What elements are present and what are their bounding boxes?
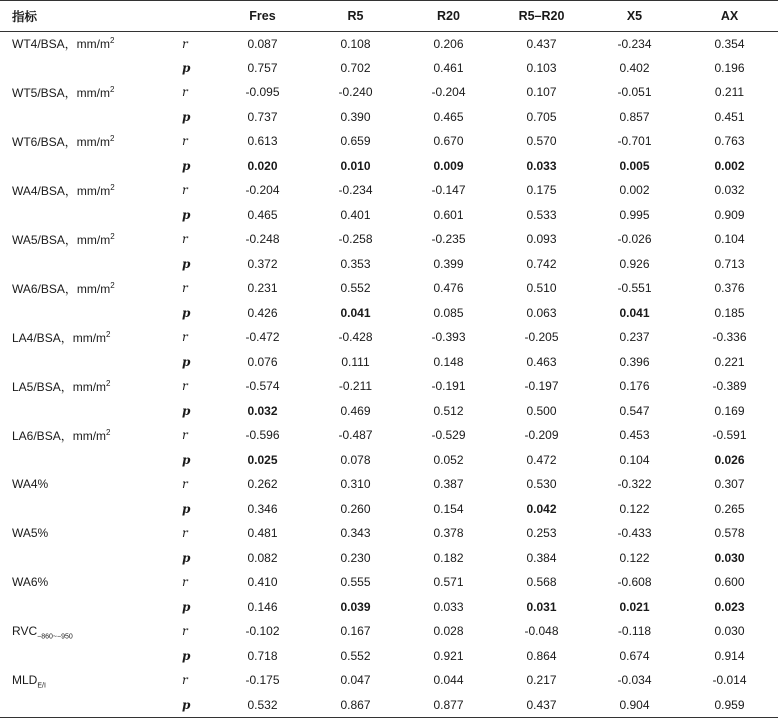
r-value-cell: 0.167: [340, 624, 371, 639]
p-value-cell: 0.674: [619, 648, 650, 663]
r-value-cell: -0.204: [245, 183, 280, 198]
stat-label-r: r: [182, 134, 188, 149]
p-value-cell: 0.451: [714, 109, 745, 124]
indicator-label-text: WA4/BSA，mm/m: [12, 183, 111, 198]
header-row: [0, 1, 778, 31]
indicator-label-empty: [0, 154, 172, 179]
table-row-p: [0, 154, 778, 179]
r-value-cell: 0.437: [526, 36, 557, 51]
table-row-r: [0, 31, 778, 56]
indicator-label: [0, 178, 172, 203]
p-value-cell-significant: 0.041: [340, 305, 371, 320]
p-value-cell-significant: 0.025: [247, 452, 278, 467]
p-value-cell: 0.169: [714, 403, 745, 418]
indicator-label-text: WT5/BSA，mm/m: [12, 85, 110, 100]
r-value-cell: -0.472: [245, 330, 280, 345]
header-col-fres: Fres: [249, 8, 276, 23]
r-value-cell: -0.147: [431, 183, 466, 198]
p-value-cell: 0.390: [340, 109, 371, 124]
table-row-r: [0, 423, 778, 448]
p-value-cell-significant: 0.031: [526, 599, 557, 614]
indicator-label-empty: [0, 105, 172, 130]
p-value-cell: 0.182: [433, 550, 464, 565]
stat-label-p: p: [182, 60, 191, 75]
p-value-cell: 0.111: [341, 354, 370, 369]
table-row-p: [0, 497, 778, 522]
r-value-cell: 0.044: [433, 673, 464, 688]
p-value-cell: 0.864: [526, 648, 557, 663]
r-value-cell: -0.258: [338, 232, 373, 247]
p-value-cell: 0.082: [247, 550, 278, 565]
r-value-cell: 0.030: [714, 624, 745, 639]
r-value-cell: -0.026: [617, 232, 652, 247]
table-row-p: [0, 105, 778, 130]
r-value-cell: -0.095: [245, 85, 280, 100]
indicator-label-sup: 2: [110, 280, 115, 290]
r-value-cell: -0.234: [338, 183, 373, 198]
r-value-cell: -0.197: [524, 379, 559, 394]
indicator-label-text: LA6/BSA，mm/m: [12, 428, 107, 443]
r-value-cell: 0.376: [714, 281, 745, 296]
r-value-cell: 0.206: [433, 36, 464, 51]
indicator-label-empty: [0, 56, 172, 81]
p-value-cell: 0.472: [526, 452, 557, 467]
indicator-label: [0, 521, 172, 546]
header-col-r5: R5: [347, 8, 364, 23]
table-header: [0, 1, 778, 31]
p-value-cell: 0.547: [619, 403, 650, 418]
indicator-label: [0, 570, 172, 595]
indicator-label: [0, 227, 172, 252]
p-value-cell-significant: 0.033: [526, 158, 557, 173]
r-value-cell: 0.211: [714, 85, 745, 100]
indicator-label-text: WA4%: [12, 477, 49, 492]
stat-label-r: r: [182, 379, 188, 394]
indicator-label: [0, 276, 172, 301]
p-value-cell: 0.372: [247, 256, 278, 271]
stat-label-r: r: [182, 673, 188, 688]
stat-label-r: r: [182, 232, 188, 247]
r-value-cell: -0.234: [617, 36, 652, 51]
p-value-cell-significant: 0.002: [714, 158, 745, 173]
indicator-label: [0, 668, 172, 693]
table-row-r: [0, 668, 778, 693]
p-value-cell: 0.078: [340, 452, 371, 467]
indicator-label-sup: 2: [110, 84, 115, 94]
stat-label-r: r: [182, 428, 188, 443]
p-value-cell-significant: 0.039: [340, 599, 371, 614]
indicator-label-sup: 2: [106, 378, 111, 388]
p-value-cell: 0.085: [433, 305, 464, 320]
r-value-cell: 0.670: [433, 134, 464, 149]
indicator-label-empty: [0, 644, 172, 669]
p-value-cell: 0.742: [526, 256, 557, 271]
indicator-label-sub: −860~−950: [37, 633, 73, 641]
header-indicator: 指标: [12, 9, 38, 24]
r-value-cell: 0.481: [247, 526, 278, 541]
stat-label-r: r: [182, 183, 188, 198]
p-value-cell-significant: 0.030: [714, 550, 745, 565]
indicator-label-empty: [0, 546, 172, 571]
p-value-cell: 0.154: [433, 501, 464, 516]
header-col-ax: AX: [720, 8, 739, 23]
indicator-label-text: LA5/BSA，mm/m: [12, 379, 107, 394]
p-value-cell: 0.532: [247, 697, 278, 712]
table-body: [0, 31, 778, 717]
stat-label-p: p: [182, 354, 191, 369]
table-row-r: [0, 374, 778, 399]
indicator-label: [0, 31, 172, 56]
table-row-p: [0, 350, 778, 375]
table-row-r: [0, 619, 778, 644]
r-value-cell: 0.237: [619, 330, 650, 345]
p-value-cell: 0.260: [340, 501, 371, 516]
p-value-cell: 0.104: [619, 452, 650, 467]
p-value-cell: 0.033: [433, 599, 464, 614]
p-value-cell: 0.230: [340, 550, 371, 565]
r-value-cell: 0.410: [247, 575, 278, 590]
r-value-cell: -0.205: [524, 330, 559, 345]
r-value-cell: -0.204: [431, 85, 466, 100]
table-row-r: [0, 80, 778, 105]
r-value-cell: 0.600: [714, 575, 745, 590]
header-col-r5-r20: R5–R20: [518, 8, 565, 23]
stat-label-p: p: [182, 207, 191, 222]
p-value-cell-significant: 0.026: [714, 452, 745, 467]
header-col-r20: R20: [437, 8, 460, 23]
p-value-cell: 0.705: [526, 109, 557, 124]
r-value-cell: 0.763: [714, 134, 745, 149]
table-row-p: [0, 301, 778, 326]
indicator-label-empty: [0, 203, 172, 228]
table-row-p: [0, 595, 778, 620]
r-value-cell: -0.175: [245, 673, 280, 688]
indicator-label-empty: [0, 301, 172, 326]
r-value-cell: -0.102: [245, 624, 280, 639]
p-value-cell: 0.148: [433, 354, 464, 369]
p-value-cell: 0.265: [714, 501, 745, 516]
r-value-cell: 0.378: [433, 526, 464, 541]
header-col-x5: X5: [626, 8, 643, 23]
table-row-r: [0, 276, 778, 301]
stat-label-p: p: [182, 452, 191, 467]
r-value-cell: -0.014: [712, 673, 747, 688]
table-row-r: [0, 570, 778, 595]
stat-label-r: r: [182, 330, 188, 345]
r-value-cell: 0.047: [340, 673, 371, 688]
p-value-cell: 0.601: [433, 207, 464, 222]
r-value-cell: 0.387: [433, 477, 464, 492]
table-row-r: [0, 472, 778, 497]
r-value-cell: -0.433: [617, 526, 652, 541]
stat-label-p: p: [182, 305, 191, 320]
p-value-cell: 0.465: [247, 207, 278, 222]
stat-label-p: p: [182, 158, 191, 173]
stat-label-p: p: [182, 599, 191, 614]
p-value-cell-significant: 0.020: [247, 158, 278, 173]
table-row-p: [0, 546, 778, 571]
table-row-r: [0, 178, 778, 203]
correlation-table: [0, 1, 778, 718]
r-value-cell: -0.209: [524, 428, 559, 443]
r-value-cell: 0.568: [526, 575, 557, 590]
p-value-cell: 0.921: [433, 648, 464, 663]
p-value-cell: 0.737: [247, 109, 278, 124]
p-value-cell: 0.346: [247, 501, 278, 516]
r-value-cell: 0.107: [526, 85, 557, 100]
table-row-p: [0, 399, 778, 424]
table-row-p: [0, 252, 778, 277]
table-row-p: [0, 203, 778, 228]
p-value-cell: 0.857: [619, 109, 650, 124]
p-value-cell: 0.437: [526, 697, 557, 712]
indicator-label-text: WA6%: [12, 575, 49, 590]
p-value-cell: 0.196: [714, 60, 745, 75]
indicator-label-text: WT6/BSA，mm/m: [12, 134, 110, 149]
stat-label-p: p: [182, 403, 191, 418]
r-value-cell: 0.032: [714, 183, 745, 198]
r-value-cell: -0.034: [617, 673, 652, 688]
r-value-cell: -0.240: [338, 85, 373, 100]
stat-label-p: p: [182, 648, 191, 663]
r-value-cell: 0.087: [247, 36, 278, 51]
r-value-cell: 0.552: [340, 281, 371, 296]
indicator-label-text: RVC: [12, 624, 38, 639]
r-value-cell: -0.393: [431, 330, 466, 345]
r-value-cell: 0.530: [526, 477, 557, 492]
indicator-label-text: WA5%: [12, 526, 49, 541]
r-value-cell: 0.093: [526, 232, 557, 247]
indicator-label-empty: [0, 595, 172, 620]
table-row-p: [0, 693, 778, 718]
p-value-cell: 0.221: [714, 354, 745, 369]
indicator-label: [0, 619, 172, 644]
p-value-cell: 0.713: [714, 256, 745, 271]
header-stat: [172, 1, 216, 31]
indicator-label-sup: 2: [110, 36, 115, 45]
r-value-cell: -0.048: [524, 624, 559, 639]
r-value-cell: 0.555: [340, 575, 371, 590]
p-value-cell: 0.063: [526, 305, 557, 320]
table-row-r: [0, 521, 778, 546]
r-value-cell: 0.262: [247, 477, 278, 492]
r-value-cell: -0.574: [245, 379, 280, 394]
p-value-cell: 0.909: [714, 207, 745, 222]
r-value-cell: 0.307: [714, 477, 745, 492]
stat-label-p: p: [182, 550, 191, 565]
r-value-cell: 0.176: [619, 379, 650, 394]
r-value-cell: -0.551: [617, 281, 652, 296]
indicator-label-sup: 2: [106, 329, 111, 339]
r-value-cell: -0.191: [431, 379, 466, 394]
p-value-cell: 0.353: [340, 256, 371, 271]
p-value-cell-significant: 0.021: [619, 599, 650, 614]
table-row-r: [0, 325, 778, 350]
r-value-cell: 0.354: [714, 36, 745, 51]
r-value-cell: 0.476: [433, 281, 464, 296]
r-value-cell: 0.310: [340, 477, 371, 492]
stat-label-r: r: [182, 85, 188, 100]
table-row-p: [0, 56, 778, 81]
stat-label-p: p: [182, 501, 191, 516]
r-value-cell: -0.428: [338, 330, 373, 345]
p-value-cell: 0.122: [619, 501, 650, 516]
p-value-cell: 0.396: [619, 354, 650, 369]
p-value-cell: 0.185: [714, 305, 745, 320]
p-value-cell: 0.461: [433, 60, 464, 75]
p-value-cell-significant: 0.010: [340, 158, 371, 173]
p-value-cell-significant: 0.032: [247, 403, 278, 418]
r-value-cell: -0.591: [712, 428, 747, 443]
indicator-label: [0, 325, 172, 350]
r-value-cell: 0.253: [526, 526, 557, 541]
stat-label-p: p: [182, 697, 191, 712]
r-value-cell: -0.529: [431, 428, 466, 443]
indicator-label-text: WT4/BSA，mm/m: [12, 37, 110, 51]
indicator-label-empty: [0, 252, 172, 277]
p-value-cell: 0.465: [433, 109, 464, 124]
p-value-cell: 0.426: [247, 305, 278, 320]
table-row-p: [0, 644, 778, 669]
r-value-cell: 0.659: [340, 134, 371, 149]
p-value-cell: 0.995: [619, 207, 650, 222]
stat-label-r: r: [182, 36, 188, 51]
p-value-cell: 0.718: [247, 648, 278, 663]
stat-label-r: r: [182, 526, 188, 541]
r-value-cell: -0.248: [245, 232, 280, 247]
indicator-label-sup: 2: [110, 133, 115, 143]
p-value-cell: 0.469: [340, 403, 371, 418]
r-value-cell: -0.235: [431, 232, 466, 247]
p-value-cell: 0.076: [247, 354, 278, 369]
r-value-cell: -0.389: [712, 379, 747, 394]
p-value-cell: 0.552: [340, 648, 371, 663]
p-value-cell: 0.463: [526, 354, 557, 369]
indicator-label-empty: [0, 350, 172, 375]
r-value-cell: 0.002: [619, 183, 650, 198]
r-value-cell: -0.322: [617, 477, 652, 492]
r-value-cell: 0.231: [247, 281, 278, 296]
indicator-label: [0, 374, 172, 399]
table-row-p: [0, 448, 778, 473]
p-value-cell-significant: 0.041: [619, 305, 650, 320]
stat-label-r: r: [182, 281, 188, 296]
p-value-cell: 0.512: [433, 403, 464, 418]
r-value-cell: -0.118: [617, 624, 652, 639]
r-value-cell: -0.336: [712, 330, 747, 345]
r-value-cell: 0.104: [714, 232, 745, 247]
r-value-cell: 0.578: [714, 526, 745, 541]
p-value-cell-significant: 0.042: [526, 501, 557, 516]
p-value-cell: 0.914: [714, 648, 745, 663]
p-value-cell: 0.757: [247, 60, 278, 75]
stat-label-r: r: [182, 624, 188, 639]
p-value-cell: 0.926: [619, 256, 650, 271]
indicator-label-sup: 2: [106, 427, 111, 437]
r-value-cell: -0.211: [338, 379, 373, 394]
indicator-label-text: MLD: [12, 673, 38, 688]
stat-label-p: p: [182, 256, 191, 271]
r-value-cell: -0.701: [617, 134, 652, 149]
p-value-cell-significant: 0.009: [433, 158, 464, 173]
stat-label-r: r: [182, 575, 188, 590]
r-value-cell: 0.343: [340, 526, 371, 541]
r-value-cell: 0.028: [433, 624, 464, 639]
p-value-cell: 0.959: [714, 697, 745, 712]
p-value-cell: 0.877: [433, 697, 464, 712]
p-value-cell: 0.384: [526, 550, 557, 565]
p-value-cell: 0.402: [619, 60, 650, 75]
r-value-cell: 0.217: [526, 673, 557, 688]
r-value-cell: -0.487: [338, 428, 373, 443]
indicator-label: [0, 472, 172, 497]
p-value-cell: 0.500: [526, 403, 557, 418]
p-value-cell: 0.533: [526, 207, 557, 222]
r-value-cell: 0.613: [247, 134, 278, 149]
indicator-label-text: WA6/BSA，mm/m: [12, 281, 111, 296]
stat-label-p: p: [182, 109, 191, 124]
r-value-cell: -0.596: [245, 428, 280, 443]
r-value-cell: 0.570: [526, 134, 557, 149]
indicator-label-empty: [0, 497, 172, 522]
p-value-cell: 0.122: [619, 550, 650, 565]
p-value-cell: 0.401: [340, 207, 371, 222]
indicator-label-empty: [0, 693, 172, 718]
p-value-cell: 0.103: [526, 60, 557, 75]
indicator-label-empty: [0, 448, 172, 473]
p-value-cell: 0.146: [247, 599, 278, 614]
p-value-cell: 0.399: [433, 256, 464, 271]
r-value-cell: -0.051: [617, 85, 652, 100]
r-value-cell: 0.571: [433, 575, 464, 590]
indicator-label: [0, 129, 172, 154]
indicator-label-sub: E/I: [37, 682, 46, 690]
p-value-cell: 0.904: [619, 697, 650, 712]
p-value-cell: 0.867: [340, 697, 371, 712]
r-value-cell: 0.175: [526, 183, 557, 198]
r-value-cell: 0.108: [340, 36, 371, 51]
indicator-label: [0, 423, 172, 448]
indicator-label-text: LA4/BSA，mm/m: [12, 330, 107, 345]
table-row-r: [0, 129, 778, 154]
r-value-cell: 0.510: [526, 281, 557, 296]
r-value-cell: 0.453: [619, 428, 650, 443]
p-value-cell: 0.052: [433, 452, 464, 467]
indicator-label-sup: 2: [110, 182, 115, 192]
table-row-r: [0, 227, 778, 252]
r-value-cell: -0.608: [617, 575, 652, 590]
indicator-label-text: WA5/BSA，mm/m: [12, 232, 111, 247]
p-value-cell: 0.702: [340, 60, 371, 75]
p-value-cell-significant: 0.005: [619, 158, 650, 173]
indicator-label-empty: [0, 399, 172, 424]
stat-label-r: r: [182, 477, 188, 492]
indicator-label: [0, 80, 172, 105]
indicator-label-sup: 2: [110, 231, 115, 241]
p-value-cell-significant: 0.023: [714, 599, 745, 614]
